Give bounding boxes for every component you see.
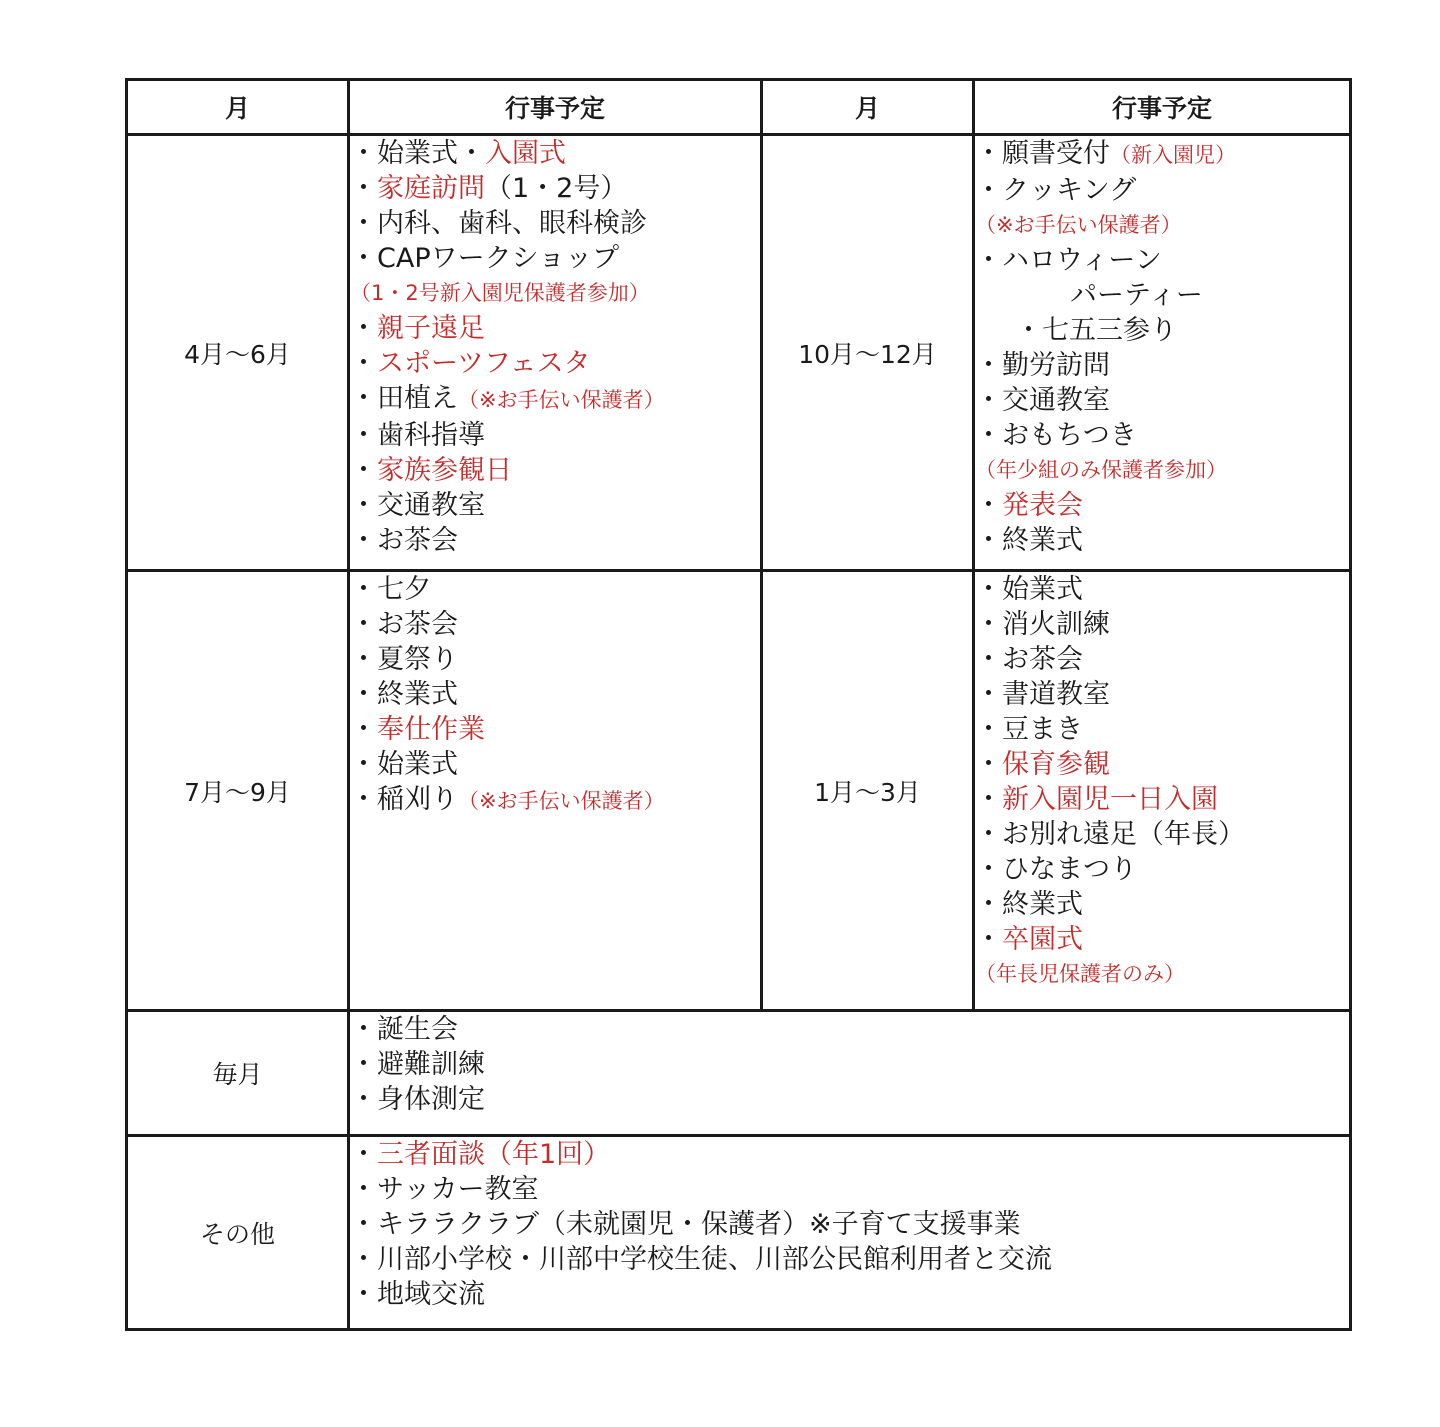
list-item: ・保育参観 xyxy=(975,749,1110,780)
month-cell-other: その他 xyxy=(127,1136,349,1330)
table-row xyxy=(127,1136,1351,1330)
events-cell-jul-sep xyxy=(349,571,762,1011)
list-item: ・七五三参り xyxy=(1015,315,1177,346)
list-item: ・新入園児一日入園 xyxy=(975,784,1218,815)
list-item: ・ひなまつり xyxy=(975,854,1137,885)
list-item: ・家族参観日 xyxy=(350,455,512,486)
list-item: ・避難訓練 xyxy=(350,1049,485,1080)
list-item: ・スポーツフェスタ xyxy=(350,348,591,379)
list-item: ・始業式 xyxy=(350,749,458,780)
list-item: ・終業式 xyxy=(350,679,458,710)
header-events-2: 行事予定 xyxy=(974,80,1351,135)
list-item: ・川部小学校・川部中学校生徒、川部公民館利用者と交流 xyxy=(350,1244,1052,1275)
list-item: ・親子遠足 xyxy=(350,313,485,344)
list-item: ・ハロウィーン xyxy=(975,245,1162,276)
list-item: ・誕生会 xyxy=(350,1014,458,1045)
list-item: ・身体測定 xyxy=(350,1084,485,1115)
month-cell-jan-mar: 1月～3月 xyxy=(762,571,974,1011)
list-item-note: （※お手伝い保護者） xyxy=(975,213,1182,237)
list-item-continuation: パーティー xyxy=(1070,280,1203,311)
list-item: ・サッカー教室 xyxy=(350,1174,539,1205)
list-item: ・終業式 xyxy=(975,525,1083,556)
list-item: ・夏祭り xyxy=(350,644,458,675)
list-item: ・願書受付（新入園児） xyxy=(975,138,1236,169)
events-cell-jan-mar xyxy=(974,571,1351,1011)
list-item: ・交通教室 xyxy=(350,490,485,521)
list-item: ・始業式・入園式 xyxy=(350,138,566,169)
events-cell-apr-jun xyxy=(349,135,762,571)
events-cell-other xyxy=(349,1136,1351,1330)
list-item: ・豆まき xyxy=(975,714,1083,745)
list-item: ・キララクラブ（未就園児・保護者）※子育て支援事業 xyxy=(350,1209,1021,1240)
list-item: ・おもちつき xyxy=(975,420,1137,451)
list-item: ・奉仕作業 xyxy=(350,714,485,745)
list-item: ・稲刈り（※お手伝い保護者） xyxy=(350,784,665,815)
list-item: ・お茶会 xyxy=(350,525,458,556)
month-cell-apr-jun: 4月～6月 xyxy=(127,135,349,571)
events-cell-oct-dec xyxy=(974,135,1351,571)
list-item: ・お茶会 xyxy=(350,609,458,640)
list-item: ・七夕 xyxy=(350,574,431,605)
list-item: ・始業式 xyxy=(975,574,1083,605)
list-item: ・CAPワークショップ xyxy=(350,243,620,274)
month-cell-monthly: 毎月 xyxy=(127,1011,349,1136)
list-item: ・お別れ遠足（年長） xyxy=(975,819,1245,850)
list-item: ・勤労訪問 xyxy=(975,350,1110,381)
list-item-note: （年長児保護者のみ） xyxy=(975,962,1185,986)
list-item: ・お茶会 xyxy=(975,644,1083,675)
list-item: ・内科、歯科、眼科検診 xyxy=(350,208,647,239)
list-item: ・消火訓練 xyxy=(975,609,1110,640)
table-row xyxy=(127,135,1351,571)
list-item: ・歯科指導 xyxy=(350,420,485,451)
list-item: ・田植え（※お手伝い保護者） xyxy=(350,383,665,414)
header-events-1: 行事予定 xyxy=(349,80,762,135)
table-row xyxy=(127,571,1351,1011)
header-row xyxy=(127,80,1351,135)
list-item: ・三者面談（年1回） xyxy=(350,1139,611,1170)
list-item: ・家庭訪問（1・2号） xyxy=(350,173,628,204)
list-item: ・クッキング xyxy=(975,175,1137,206)
list-item: ・卒園式 xyxy=(975,924,1083,955)
list-item: ・発表会 xyxy=(975,490,1083,521)
list-item: ・終業式 xyxy=(975,889,1083,920)
list-item-note: （年少組のみ保護者参加） xyxy=(975,458,1227,482)
month-cell-jul-sep: 7月～9月 xyxy=(127,571,349,1011)
table-row xyxy=(127,1011,1351,1136)
month-cell-oct-dec: 10月～12月 xyxy=(762,135,974,571)
header-month-2: 月 xyxy=(762,80,974,135)
event-schedule-table xyxy=(125,78,1352,1331)
header-month-1: 月 xyxy=(127,80,349,135)
list-item: ・書道教室 xyxy=(975,679,1110,710)
list-item-note: （1・2号新入園児保護者参加） xyxy=(350,281,650,305)
events-cell-monthly xyxy=(349,1011,1351,1136)
list-item: ・交通教室 xyxy=(975,385,1110,416)
list-item: ・地域交流 xyxy=(350,1279,485,1310)
